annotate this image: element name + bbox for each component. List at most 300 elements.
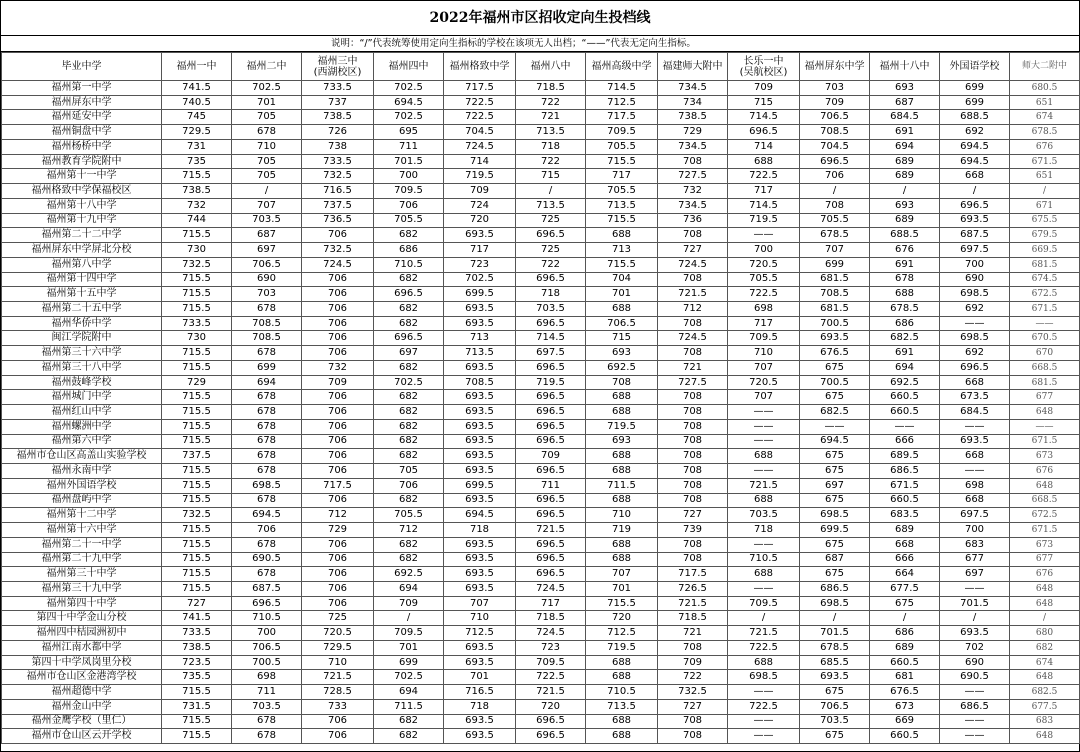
score-cell: 688 bbox=[728, 655, 800, 670]
score-cell: 717 bbox=[728, 316, 800, 331]
score-cell: 701.5 bbox=[940, 596, 1010, 611]
score-cell: 681.5 bbox=[1010, 375, 1080, 390]
score-cell: 686.5 bbox=[800, 581, 870, 596]
score-cell: —— bbox=[728, 419, 800, 434]
score-cell: 675 bbox=[800, 449, 870, 464]
score-cell: 693.5 bbox=[444, 640, 516, 655]
score-cell: 678 bbox=[232, 419, 302, 434]
score-cell: 694 bbox=[870, 360, 940, 375]
score-cell: 734.5 bbox=[658, 81, 728, 96]
score-cell: 724.5 bbox=[658, 257, 728, 272]
score-cell: 723 bbox=[444, 257, 516, 272]
score-cell: 691 bbox=[870, 257, 940, 272]
score-cell: 715.5 bbox=[162, 537, 232, 552]
score-cell: / bbox=[870, 184, 940, 199]
score-cell: 693.5 bbox=[444, 493, 516, 508]
school-name-cell: 福州第二十二中学 bbox=[2, 228, 162, 243]
score-cell: 668 bbox=[940, 375, 1010, 390]
score-cell: 681 bbox=[870, 670, 940, 685]
score-cell: 686 bbox=[870, 626, 940, 641]
table-row bbox=[2, 257, 1080, 272]
score-cell: 733.5 bbox=[302, 81, 374, 96]
score-cell: 719.5 bbox=[444, 169, 516, 184]
score-cell: 697.5 bbox=[940, 508, 1010, 523]
school-name-cell: 福州市仓山区金港湾学校 bbox=[2, 670, 162, 685]
score-cell: 708.5 bbox=[800, 125, 870, 140]
score-cell: 660.5 bbox=[870, 655, 940, 670]
score-cell: / bbox=[940, 184, 1010, 199]
table-row bbox=[2, 375, 1080, 390]
score-cell: 700.5 bbox=[232, 655, 302, 670]
score-cell: 678 bbox=[232, 729, 302, 744]
school-name-cell: 福州第二十九中学 bbox=[2, 552, 162, 567]
school-name-cell: 福州第三十中学 bbox=[2, 567, 162, 582]
score-cell: 678 bbox=[232, 346, 302, 361]
score-cell: 726 bbox=[302, 125, 374, 140]
score-cell: 718 bbox=[444, 523, 516, 538]
score-cell: 705.5 bbox=[586, 184, 658, 199]
school-name-cell: 福州第三十九中学 bbox=[2, 581, 162, 596]
score-cell: 732.5 bbox=[162, 257, 232, 272]
table-row bbox=[2, 331, 1080, 346]
score-cell: 678 bbox=[232, 714, 302, 729]
score-cell: 721.5 bbox=[658, 596, 728, 611]
score-cell: 676 bbox=[870, 243, 940, 258]
score-cell: 678 bbox=[232, 567, 302, 582]
table-row bbox=[2, 125, 1080, 140]
score-cell: 714.5 bbox=[516, 331, 586, 346]
table-row bbox=[2, 110, 1080, 125]
score-cell: 719.5 bbox=[586, 640, 658, 655]
score-cell: 715.5 bbox=[162, 493, 232, 508]
score-cell: 680.5 bbox=[1010, 81, 1080, 96]
score-cell: 693.5 bbox=[940, 434, 1010, 449]
score-cell: 694.5 bbox=[232, 508, 302, 523]
score-cell: 695 bbox=[374, 125, 444, 140]
score-cell: / bbox=[232, 184, 302, 199]
score-cell: 734.5 bbox=[658, 198, 728, 213]
score-cell: 696.5 bbox=[516, 316, 586, 331]
score-cell: 700 bbox=[728, 243, 800, 258]
school-name-cell: 福州屏东中学 bbox=[2, 95, 162, 110]
score-cell: 709 bbox=[658, 655, 728, 670]
score-cell: 706 bbox=[302, 228, 374, 243]
score-cell: 648 bbox=[1010, 478, 1080, 493]
score-cell: 648 bbox=[1010, 405, 1080, 420]
table-row bbox=[2, 419, 1080, 434]
score-cell: 698.5 bbox=[940, 287, 1010, 302]
score-cell: 698.5 bbox=[800, 596, 870, 611]
score-cell: 675 bbox=[800, 729, 870, 744]
score-cell: 706 bbox=[302, 567, 374, 582]
score-cell: 710 bbox=[232, 139, 302, 154]
score-cell: 735 bbox=[162, 154, 232, 169]
score-cell: 696.5 bbox=[516, 390, 586, 405]
score-cell: 698.5 bbox=[800, 508, 870, 523]
score-cell: 676 bbox=[1010, 567, 1080, 582]
school-name-cell: 福州华侨中学 bbox=[2, 316, 162, 331]
score-cell: 678 bbox=[232, 464, 302, 479]
score-cell: 702.5 bbox=[374, 81, 444, 96]
score-cell: 677 bbox=[940, 552, 1010, 567]
score-cell: 693.5 bbox=[444, 714, 516, 729]
score-cell: 709 bbox=[444, 184, 516, 199]
score-cell: 675 bbox=[800, 493, 870, 508]
score-cell: 648 bbox=[1010, 729, 1080, 744]
score-cell: 664 bbox=[870, 567, 940, 582]
score-cell: 706.5 bbox=[800, 110, 870, 125]
school-name-cell: 福州盘屿中学 bbox=[2, 493, 162, 508]
score-cell: 722 bbox=[516, 95, 586, 110]
header-target-school: 福建师大附中 bbox=[658, 53, 728, 81]
score-cell: 668 bbox=[940, 169, 1010, 184]
score-cell: 694.5 bbox=[940, 154, 1010, 169]
score-cell: 721.5 bbox=[302, 670, 374, 685]
score-cell: 689 bbox=[870, 523, 940, 538]
score-cell: 696.5 bbox=[516, 360, 586, 375]
score-cell: —— bbox=[728, 729, 800, 744]
score-cell: 693 bbox=[870, 198, 940, 213]
table-row bbox=[2, 228, 1080, 243]
score-cell: 697.5 bbox=[516, 346, 586, 361]
score-cell: 740.5 bbox=[162, 95, 232, 110]
score-cell: 707 bbox=[586, 567, 658, 582]
score-cell: 693 bbox=[586, 434, 658, 449]
score-cell: 715 bbox=[728, 95, 800, 110]
score-cell: 715.5 bbox=[162, 228, 232, 243]
score-cell: 706 bbox=[302, 449, 374, 464]
score-cell: 731 bbox=[162, 139, 232, 154]
school-name-cell: 福州市仓山区高盖山实验学校 bbox=[2, 449, 162, 464]
score-cell: 692.5 bbox=[586, 360, 658, 375]
score-cell: 725 bbox=[516, 243, 586, 258]
score-cell: 689 bbox=[870, 213, 940, 228]
score-cell: 721.5 bbox=[516, 523, 586, 538]
score-cell: 732 bbox=[302, 360, 374, 375]
score-cell: 704 bbox=[586, 272, 658, 287]
page-title: 2022年福州市区招收定向生投档线 bbox=[1, 1, 1079, 36]
header-target-school: 福州四中 bbox=[374, 53, 444, 81]
table-row bbox=[2, 714, 1080, 729]
score-cell: 694 bbox=[374, 581, 444, 596]
score-cell: 719 bbox=[586, 523, 658, 538]
score-cell: 719.5 bbox=[516, 375, 586, 390]
score-cell: 693.5 bbox=[940, 213, 1010, 228]
score-cell: 688 bbox=[586, 714, 658, 729]
score-cell: 741.5 bbox=[162, 611, 232, 626]
table-row bbox=[2, 360, 1080, 375]
score-cell: 715.5 bbox=[586, 596, 658, 611]
score-cell: 708 bbox=[658, 419, 728, 434]
score-cell: 711 bbox=[516, 478, 586, 493]
score-cell: 705.5 bbox=[374, 508, 444, 523]
score-cell: 703.5 bbox=[728, 508, 800, 523]
score-cell: 680 bbox=[1010, 626, 1080, 641]
score-cell: 698.5 bbox=[728, 670, 800, 685]
score-cell: 693.5 bbox=[800, 331, 870, 346]
score-cell: 715 bbox=[586, 331, 658, 346]
score-cell: 694.5 bbox=[444, 508, 516, 523]
score-cell: 678.5 bbox=[1010, 125, 1080, 140]
score-cell: 708.5 bbox=[444, 375, 516, 390]
score-cell: 721.5 bbox=[728, 626, 800, 641]
score-cell: 706 bbox=[302, 390, 374, 405]
score-cell: 707 bbox=[800, 243, 870, 258]
score-cell: 698 bbox=[728, 302, 800, 317]
school-name-cell: 福州第十九中学 bbox=[2, 213, 162, 228]
score-cell: 689 bbox=[870, 154, 940, 169]
score-cell: 714 bbox=[444, 154, 516, 169]
score-cell: 710 bbox=[586, 508, 658, 523]
score-cell: 708 bbox=[658, 272, 728, 287]
score-cell: 702.5 bbox=[232, 81, 302, 96]
score-cell: 709 bbox=[728, 81, 800, 96]
score-cell: 715.5 bbox=[162, 464, 232, 479]
school-name-cell: 福州第十五中学 bbox=[2, 287, 162, 302]
score-cell: 734.5 bbox=[658, 139, 728, 154]
table-row bbox=[2, 243, 1080, 258]
score-cell: 697.5 bbox=[940, 243, 1010, 258]
score-table bbox=[1, 52, 1080, 744]
table-body bbox=[2, 81, 1080, 744]
score-cell: 723 bbox=[516, 640, 586, 655]
score-cell: —— bbox=[728, 405, 800, 420]
score-cell: 708 bbox=[658, 405, 728, 420]
score-cell: 721.5 bbox=[516, 685, 586, 700]
header-target-school: 福州高级中学 bbox=[586, 53, 658, 81]
score-cell: 732.5 bbox=[162, 508, 232, 523]
score-cell: 678.5 bbox=[800, 640, 870, 655]
score-cell: 696.5 bbox=[232, 596, 302, 611]
score-cell: 702.5 bbox=[444, 272, 516, 287]
score-cell: 708 bbox=[658, 449, 728, 464]
header-target-school: 福州十八中 bbox=[870, 53, 940, 81]
score-cell: 682 bbox=[374, 552, 444, 567]
score-cell: 675 bbox=[800, 685, 870, 700]
score-cell: 699 bbox=[374, 655, 444, 670]
score-cell: —— bbox=[728, 464, 800, 479]
score-cell: 684.5 bbox=[940, 405, 1010, 420]
score-cell: 682 bbox=[374, 537, 444, 552]
table-row bbox=[2, 464, 1080, 479]
score-cell: 722.5 bbox=[728, 169, 800, 184]
score-cell: 741.5 bbox=[162, 81, 232, 96]
score-cell: 706.5 bbox=[232, 640, 302, 655]
score-cell: 673 bbox=[870, 699, 940, 714]
score-cell: 708.5 bbox=[800, 287, 870, 302]
score-cell: 732.5 bbox=[302, 243, 374, 258]
score-cell: 706 bbox=[302, 316, 374, 331]
school-name-cell: 福州第二十一中学 bbox=[2, 537, 162, 552]
school-name-cell: 福州城门中学 bbox=[2, 390, 162, 405]
school-name-cell: 福州屏东中学屏北分校 bbox=[2, 243, 162, 258]
score-cell: 694 bbox=[870, 139, 940, 154]
score-cell: 727 bbox=[162, 596, 232, 611]
score-cell: 715.5 bbox=[162, 346, 232, 361]
score-cell: 699.5 bbox=[444, 478, 516, 493]
score-cell: 691 bbox=[870, 125, 940, 140]
score-cell: 693.5 bbox=[444, 228, 516, 243]
score-cell: 673 bbox=[1010, 537, 1080, 552]
school-name-cell: 福州金鹰学校（里仁） bbox=[2, 714, 162, 729]
score-cell: —— bbox=[940, 464, 1010, 479]
score-cell: 717.5 bbox=[658, 567, 728, 582]
score-cell: 706 bbox=[302, 434, 374, 449]
score-cell: 686.5 bbox=[940, 699, 1010, 714]
score-cell: 706 bbox=[302, 714, 374, 729]
score-cell: 666 bbox=[870, 552, 940, 567]
school-name-cell: 福州第二十五中学 bbox=[2, 302, 162, 317]
score-cell: 702.5 bbox=[374, 375, 444, 390]
score-cell: 717 bbox=[516, 596, 586, 611]
school-name-cell: 福州第一中学 bbox=[2, 81, 162, 96]
score-cell: 692 bbox=[940, 346, 1010, 361]
score-cell: 671.5 bbox=[1010, 154, 1080, 169]
score-cell: 687 bbox=[870, 95, 940, 110]
score-cell: 717.5 bbox=[586, 110, 658, 125]
score-cell: 648 bbox=[1010, 670, 1080, 685]
score-cell: 696.5 bbox=[516, 434, 586, 449]
score-cell: 708 bbox=[658, 478, 728, 493]
score-cell: / bbox=[940, 611, 1010, 626]
score-cell: 737.5 bbox=[162, 449, 232, 464]
score-cell: 730 bbox=[162, 331, 232, 346]
score-cell: 706 bbox=[302, 537, 374, 552]
score-cell: 694 bbox=[232, 375, 302, 390]
score-cell: 693.5 bbox=[444, 464, 516, 479]
table-row bbox=[2, 685, 1080, 700]
header-target-school: 福州三中 (西湖校区) bbox=[302, 53, 374, 81]
score-cell: 708 bbox=[658, 154, 728, 169]
score-cell: / bbox=[870, 611, 940, 626]
score-cell: 687.5 bbox=[940, 228, 1010, 243]
score-cell: 660.5 bbox=[870, 729, 940, 744]
score-cell: 690.5 bbox=[232, 552, 302, 567]
score-cell: 671.5 bbox=[1010, 523, 1080, 538]
score-cell: 696.5 bbox=[728, 125, 800, 140]
score-cell: 707 bbox=[232, 198, 302, 213]
school-name-cell: 福州鼓峰学校 bbox=[2, 375, 162, 390]
score-cell: 706 bbox=[800, 169, 870, 184]
score-cell: 703.5 bbox=[516, 302, 586, 317]
score-cell: 708 bbox=[658, 537, 728, 552]
table-row bbox=[2, 611, 1080, 626]
score-cell: 682 bbox=[374, 714, 444, 729]
score-cell: 682 bbox=[374, 390, 444, 405]
score-cell: 738.5 bbox=[162, 640, 232, 655]
score-cell: 722 bbox=[658, 670, 728, 685]
score-cell: 730 bbox=[162, 243, 232, 258]
score-cell: 651 bbox=[1010, 95, 1080, 110]
score-cell: 696.5 bbox=[374, 331, 444, 346]
score-cell: 715.5 bbox=[586, 213, 658, 228]
table-row bbox=[2, 626, 1080, 641]
score-cell: 686 bbox=[374, 243, 444, 258]
score-cell: 682 bbox=[374, 228, 444, 243]
score-cell: 719.5 bbox=[728, 213, 800, 228]
score-cell: 688 bbox=[586, 464, 658, 479]
table-row bbox=[2, 390, 1080, 405]
table-row bbox=[2, 640, 1080, 655]
score-cell: 733.5 bbox=[302, 154, 374, 169]
score-cell: 714.5 bbox=[728, 110, 800, 125]
score-cell: 693.5 bbox=[444, 729, 516, 744]
score-cell: 712.5 bbox=[586, 95, 658, 110]
score-cell: 711 bbox=[232, 685, 302, 700]
score-cell: 706 bbox=[302, 331, 374, 346]
score-cell: 693.5 bbox=[940, 626, 1010, 641]
header-target-school: 福州八中 bbox=[516, 53, 586, 81]
score-cell: 713.5 bbox=[516, 125, 586, 140]
score-cell: 677.5 bbox=[1010, 699, 1080, 714]
score-cell: 722.5 bbox=[444, 110, 516, 125]
score-cell: 729 bbox=[302, 523, 374, 538]
score-cell: 724.5 bbox=[516, 581, 586, 596]
score-cell: 735.5 bbox=[162, 670, 232, 685]
score-cell: 688 bbox=[728, 567, 800, 582]
score-cell: 712.5 bbox=[586, 626, 658, 641]
school-name-cell: 福州金山中学 bbox=[2, 699, 162, 714]
table-row bbox=[2, 567, 1080, 582]
score-cell: 727 bbox=[658, 243, 728, 258]
score-cell: 727.5 bbox=[658, 375, 728, 390]
score-cell: 697 bbox=[232, 243, 302, 258]
score-cell: 682 bbox=[374, 302, 444, 317]
score-cell: / bbox=[374, 611, 444, 626]
score-cell: 726.5 bbox=[658, 581, 728, 596]
score-cell: 675 bbox=[800, 537, 870, 552]
score-cell: 693.5 bbox=[444, 434, 516, 449]
score-cell: 710.5 bbox=[232, 611, 302, 626]
score-cell: 702 bbox=[940, 640, 1010, 655]
table-row bbox=[2, 478, 1080, 493]
score-cell: 698.5 bbox=[940, 331, 1010, 346]
score-cell: 717 bbox=[586, 169, 658, 184]
score-cell: 708 bbox=[658, 390, 728, 405]
score-cell: 678 bbox=[232, 434, 302, 449]
score-cell: 725 bbox=[302, 611, 374, 626]
score-cell: 696.5 bbox=[516, 493, 586, 508]
score-cell: 712 bbox=[374, 523, 444, 538]
score-cell: 648 bbox=[1010, 596, 1080, 611]
score-cell: 696.5 bbox=[516, 552, 586, 567]
score-cell: 697 bbox=[940, 567, 1010, 582]
score-cell: 708 bbox=[658, 640, 728, 655]
score-cell: 712.5 bbox=[444, 626, 516, 641]
score-cell: 708 bbox=[658, 228, 728, 243]
score-cell: 717 bbox=[444, 243, 516, 258]
score-cell: 676.5 bbox=[800, 346, 870, 361]
score-cell: 703.5 bbox=[232, 213, 302, 228]
score-cell: 691 bbox=[870, 346, 940, 361]
school-name-cell: 福州第八中学 bbox=[2, 257, 162, 272]
header-target-school: 师大二附中 bbox=[1010, 53, 1080, 81]
score-cell: 660.5 bbox=[870, 390, 940, 405]
score-cell: 694 bbox=[374, 685, 444, 700]
score-cell: 678 bbox=[232, 537, 302, 552]
score-cell: 693.5 bbox=[444, 449, 516, 464]
header-target-school: 福州格致中学 bbox=[444, 53, 516, 81]
score-cell: 672.5 bbox=[1010, 287, 1080, 302]
score-cell: 689 bbox=[870, 640, 940, 655]
score-cell: 709 bbox=[302, 375, 374, 390]
score-cell: 733 bbox=[302, 699, 374, 714]
score-cell: / bbox=[1010, 184, 1080, 199]
score-cell: 668 bbox=[870, 537, 940, 552]
school-name-cell: 闽江学院附中 bbox=[2, 331, 162, 346]
score-cell: 711.5 bbox=[374, 699, 444, 714]
score-cell: 706 bbox=[302, 302, 374, 317]
